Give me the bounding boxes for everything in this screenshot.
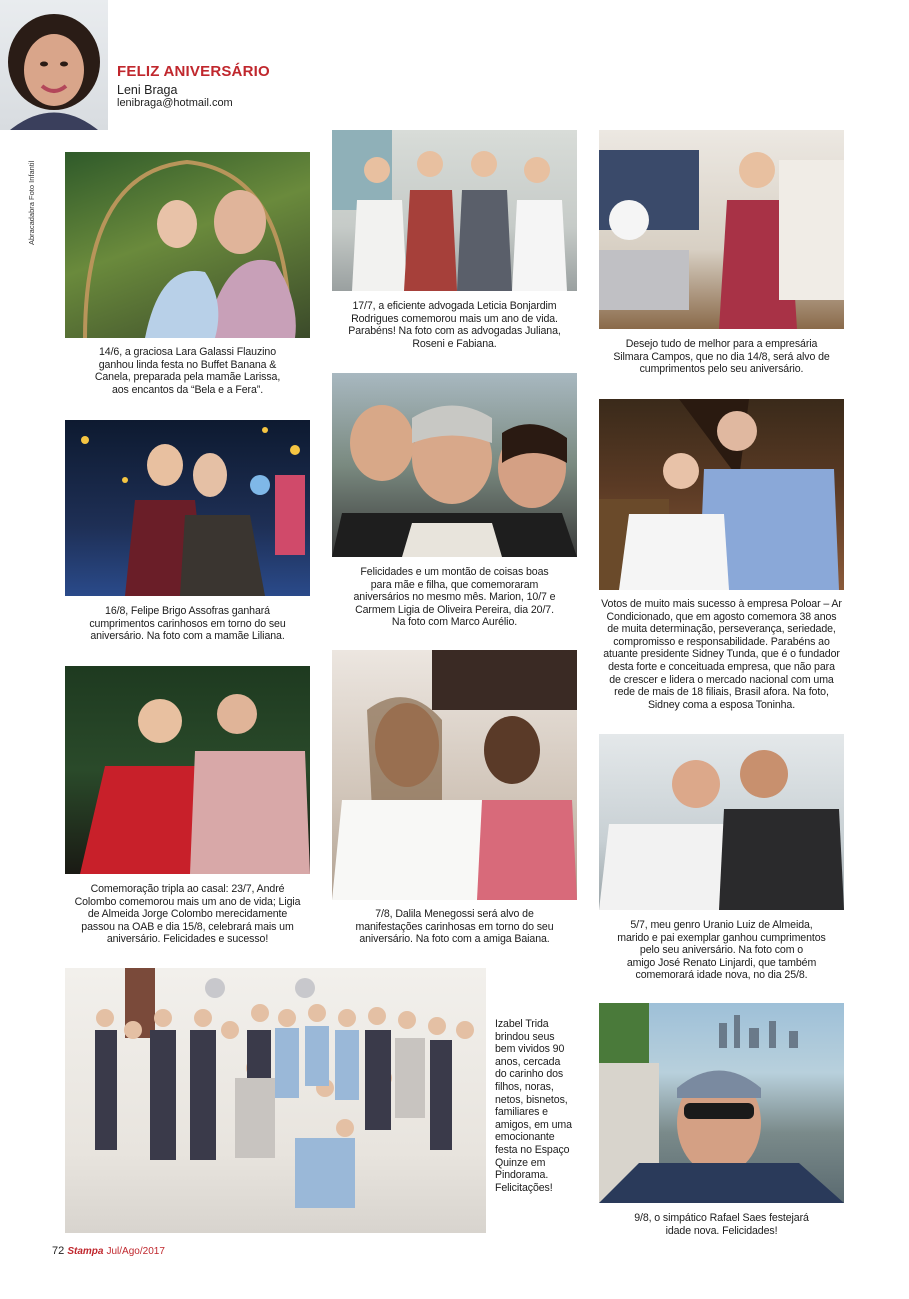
- page-number: 72: [52, 1245, 65, 1257]
- caption-line: bem vividos 90: [495, 1043, 565, 1056]
- caption-line: de Almeida Jorge Colombo merecidamente: [87, 908, 288, 921]
- photo-rafael-saes: [599, 1003, 844, 1203]
- caption-line: comemorará idade nova, no dia 25/8.: [635, 969, 808, 982]
- caption-line: Quinze em: [495, 1156, 546, 1169]
- caption-line: 14/6, a graciosa Lara Galassi Flauzino: [99, 346, 276, 358]
- caption-line: para mãe e filha, que comemoraram: [370, 578, 539, 591]
- caption-leticia-bonjardim: [332, 300, 577, 350]
- caption-line: Votos de muito mais sucesso à empresa Poloar – Ar: [601, 598, 842, 610]
- caption-line: emocionante: [495, 1131, 555, 1144]
- magazine-brand: Stampa: [67, 1246, 104, 1257]
- photo-silmara-campos: [599, 130, 844, 329]
- caption-dalila-menegossi: [332, 908, 577, 946]
- caption-silmara-campos: [599, 338, 844, 376]
- caption-rafael-saes: [599, 1212, 844, 1237]
- caption-line: aniversário. Felicidades e sucesso!: [106, 933, 269, 946]
- caption-line: Desejo tudo de melhor para a empresária: [625, 338, 818, 350]
- caption-line: 9/8, o simpático Rafael Saes festejará: [634, 1212, 809, 1224]
- caption-line: Colombo comemorou mais um ano de vida; Ligia: [74, 895, 301, 908]
- caption-line: compromisso e responsabilidade. Parabéns ao: [613, 635, 830, 648]
- caption-line: cumprimentos pelo seu aniversário.: [639, 363, 804, 376]
- caption-line: filhos, noras,: [495, 1080, 554, 1093]
- caption-line: Na foto com Marco Aurélio.: [391, 616, 518, 629]
- caption-line: marido e pai exemplar ganhou cumprimentos: [617, 931, 826, 944]
- caption-line: rede de mais de 18 filiais, Brasil afora. Na foto,: [614, 686, 829, 699]
- caption-line: Canela, preparada pela mamãe Larissa,: [94, 371, 281, 384]
- caption-line: aniversários no mesmo mês. Marion, 10/7 e: [353, 591, 556, 604]
- section-title: FELIZ ANIVERSÁRIO: [117, 63, 270, 80]
- caption-izabel-trida: [495, 1018, 585, 1194]
- photo-dalila-menegossi: [332, 650, 577, 900]
- caption-line: desta forte e conceituada empresa, que não para: [608, 660, 835, 673]
- caption-line: de muita determinação, perseverança, seriedade,: [607, 623, 836, 636]
- caption-line: Felicidades e um montão de coisas boas: [360, 566, 549, 578]
- caption-line: familiares e: [495, 1106, 548, 1119]
- caption-line: aniversário. Na foto com a amiga Baiana.: [359, 933, 550, 946]
- caption-line: festa no Espaço: [495, 1143, 570, 1156]
- caption-andre-colombo: [65, 883, 310, 946]
- caption-line: 16/8, Felipe Brigo Assofras ganhará: [105, 605, 270, 617]
- caption-line: Izabel Trida: [495, 1018, 549, 1030]
- columnist-portrait: [0, 0, 108, 130]
- caption-line: 5/7, meu genro Uranio Luiz de Almeida,: [630, 919, 813, 931]
- caption-line: cumprimentos carinhosos em torno do seu: [89, 617, 286, 630]
- caption-sidney-tunda: [599, 598, 844, 711]
- photo-izabel-trida-family: [65, 968, 486, 1233]
- caption-line: de crescer e lidera o mercado nacional com uma: [609, 673, 834, 686]
- caption-line: atuante presidente Sidney Tunda, que é o fundador: [603, 648, 840, 661]
- caption-line: ganhou linda festa no Buffet Banana &: [98, 358, 277, 371]
- caption-marion-carmem: [332, 566, 577, 629]
- caption-line: Silmara Campos, que no dia 14/8, será alvo de: [613, 350, 830, 363]
- caption-line: Felicitações!: [495, 1181, 553, 1194]
- caption-line: idade nova. Felicidades!: [665, 1224, 778, 1237]
- caption-felipe-brigo: [65, 605, 310, 643]
- photo-marion-carmem: [332, 373, 577, 557]
- photo-andre-colombo: [65, 666, 310, 874]
- caption-line: 7/8, Dalila Menegossi será alvo de: [375, 908, 534, 920]
- caption-line: Sidney coma a esposa Toninha.: [647, 698, 796, 711]
- caption-line: Comemoração tripla ao casal: 23/7, André: [90, 883, 285, 895]
- caption-line: anos, cercada: [495, 1055, 561, 1068]
- caption-line: aniversário. Na foto com a mamãe Liliana.: [90, 630, 285, 643]
- caption-line: Condicionado, que em agosto comemora 38 anos: [606, 610, 837, 623]
- caption-line: pelo seu aniversário. Na foto com o: [639, 944, 804, 957]
- caption-line: Pindorama.: [495, 1169, 549, 1182]
- photo-uranio-luiz: [599, 734, 844, 910]
- caption-line: do carinho dos: [495, 1068, 564, 1081]
- caption-line: aos encantos da “Bela e a Fera”.: [111, 383, 264, 396]
- caption-line: amigo José Renato Linjardi, que também: [626, 956, 817, 969]
- photo-felipe-brigo: [65, 420, 310, 596]
- photo-sidney-tunda: [599, 399, 844, 590]
- caption-line: Parabéns! Na foto com as advogadas Juliana,: [348, 325, 561, 338]
- page-footer: [52, 1245, 165, 1257]
- issue-date: Jul/Ago/2017: [106, 1246, 165, 1257]
- caption-line: Rodrigues comemorou mais um ano de vida.: [351, 312, 558, 325]
- photo-lara-galassi: [65, 152, 310, 338]
- caption-line: Roseni e Fabiana.: [412, 337, 497, 350]
- caption-line: brindou seus: [495, 1030, 555, 1043]
- photo-credit: Abracadabra Foto Infantil: [27, 160, 36, 245]
- caption-line: netos, bisnetos,: [495, 1093, 568, 1106]
- caption-lara-galassi: [65, 346, 310, 396]
- caption-line: 17/7, a eficiente advogada Leticia Bonjardim: [352, 300, 557, 312]
- caption-line: passou na OAB e dia 15/8, celebrará mais um: [81, 920, 294, 933]
- caption-uranio-luiz: [599, 919, 844, 982]
- photo-leticia-bonjardim: [332, 130, 577, 291]
- caption-line: manifestações carinhosas em torno do seu: [355, 920, 554, 933]
- columnist-name: Leni Braga: [117, 83, 178, 97]
- caption-line: Carmem Ligia de Oliveira Pereira, dia 20/7.: [355, 603, 554, 616]
- columnist-email: lenibraga@hotmail.com: [117, 97, 233, 109]
- caption-line: amigos, em uma: [495, 1118, 572, 1131]
